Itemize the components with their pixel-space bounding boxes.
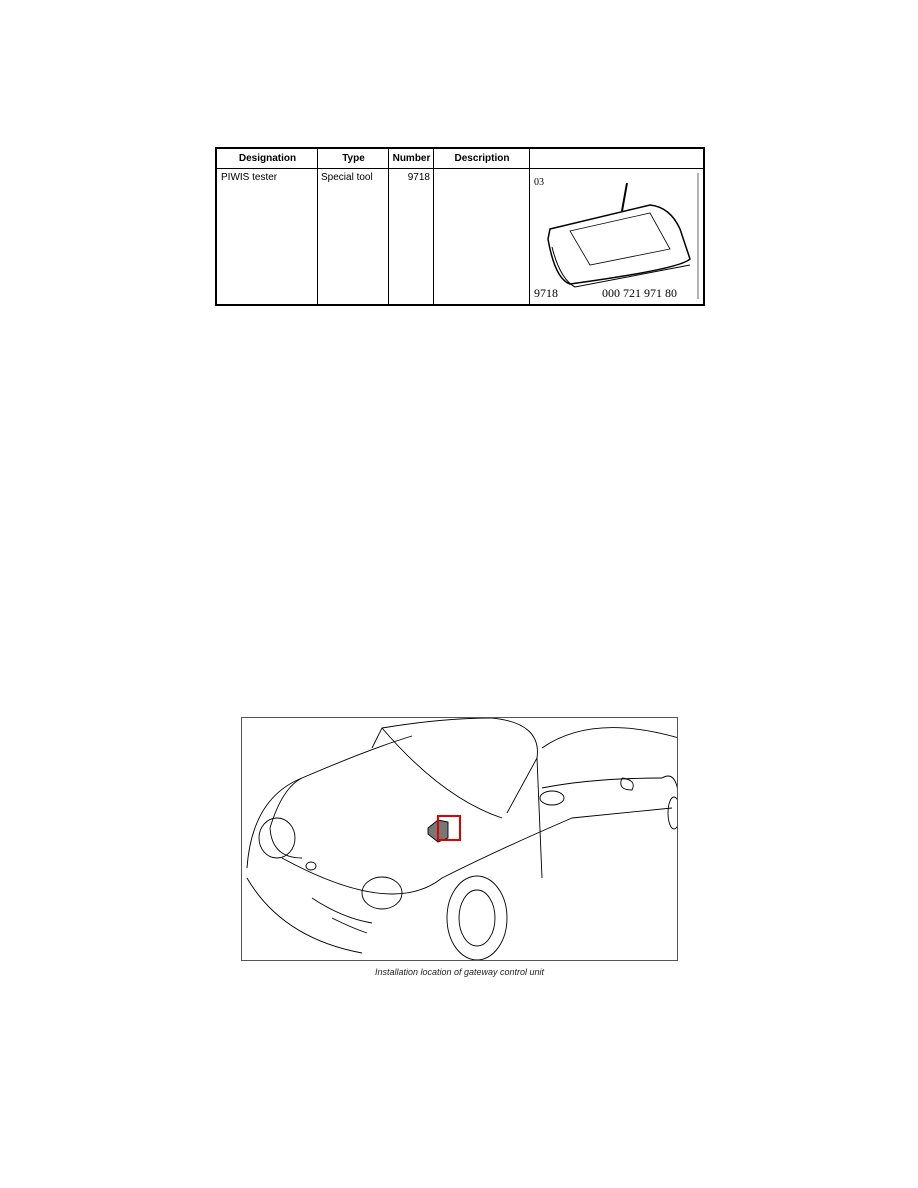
cell-type: Special tool (321, 172, 373, 183)
header-type: Type (342, 153, 365, 164)
header-designation: Designation (238, 153, 297, 164)
header-number: Number (392, 153, 431, 164)
header-description: Description (454, 153, 510, 164)
column-description (434, 149, 530, 304)
cell-number: 9718 (407, 172, 430, 183)
image-label-top: 03 (534, 177, 544, 188)
gateway-location-figure (241, 717, 678, 961)
cell-designation: PIWIS tester (221, 172, 278, 183)
image-label-left: 9718 (534, 286, 558, 300)
piwis-tester-illustration (530, 169, 705, 305)
figure-caption: Installation location of gateway control unit (374, 967, 545, 977)
special-tools-table (215, 147, 705, 306)
image-label-right: 000 721 971 80 (602, 286, 677, 300)
